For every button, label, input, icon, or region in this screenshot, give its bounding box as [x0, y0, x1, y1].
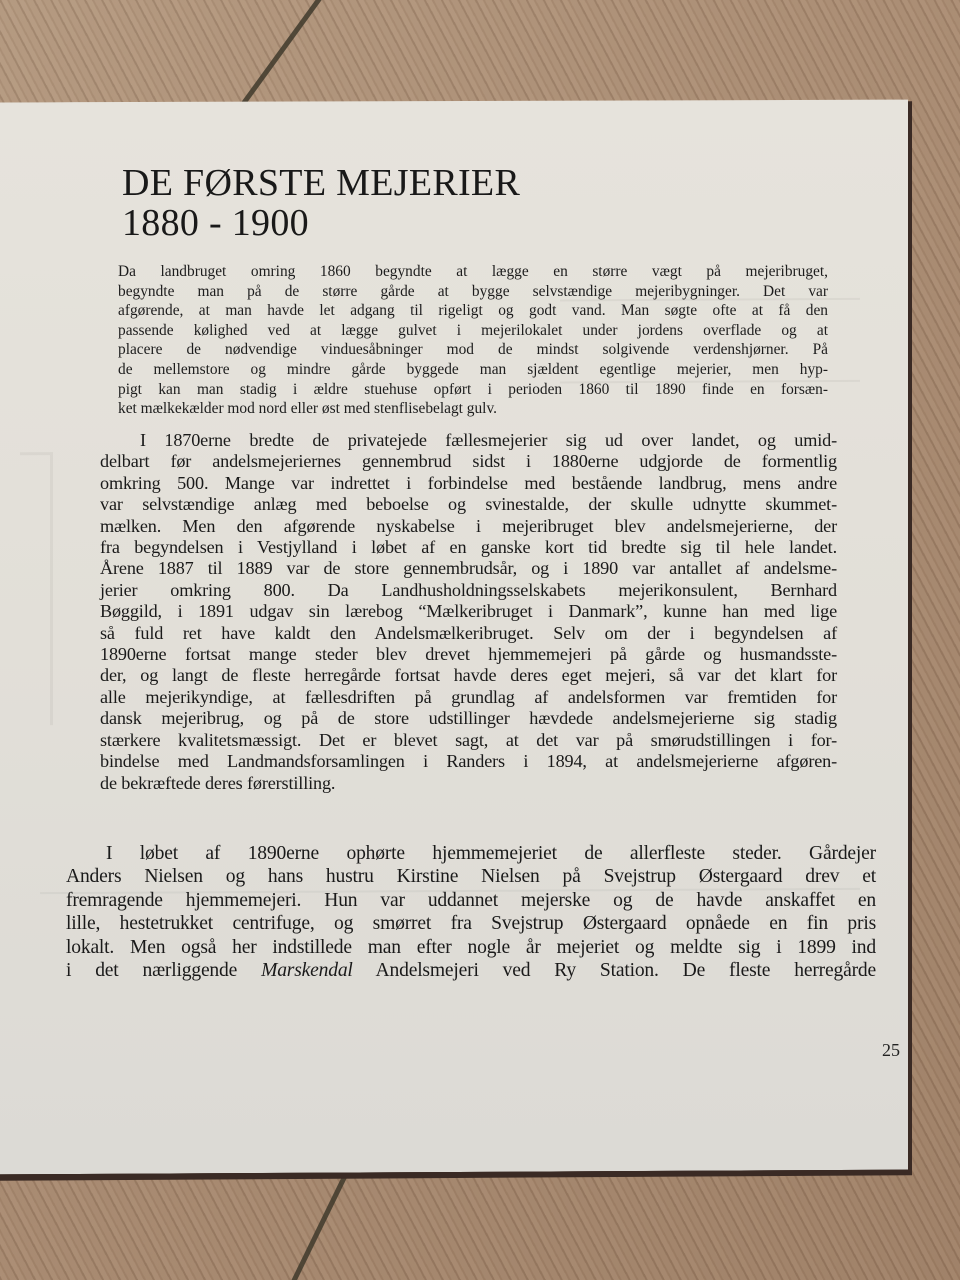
text-line: pigt kan man stadig i ældre stuehuse opført i perioden 1860 til 1890 finde en forsæn-	[118, 380, 828, 398]
text-line: fremragende hjemmemejeri. Hun var uddannet mejerske og de havde anskaffet en	[66, 889, 876, 911]
text-line: alle mejerikyndige, at fællesdriften på grundlag af andelsformen var fremtiden for	[100, 686, 837, 707]
chapter-title-years: 1880 - 1900	[122, 202, 309, 244]
chapter-title-main: DE FØRSTE MEJERIER	[122, 162, 521, 204]
text-line: 1890erne fortsat mange steder blev drevet hjemmemejeri på gårde og husmandsste-	[100, 644, 837, 665]
body-paragraph-1870s	[100, 430, 837, 794]
text-fragment: Andelsmejeri ved Ry Station. De fleste herregårde	[352, 960, 876, 982]
text-line: passende kølighed ved at lægge gulvet i mejerilokalet under jordens overflade og at	[118, 321, 828, 339]
text-line: bindelse med Landmandsforsamlingen i Randers i 1894, at andelsmejerierne afgøren-	[100, 751, 837, 772]
text-line: delbart før andelsmejeriernes gennembrud sidst i 1880erne udgjorde de formentlig	[100, 451, 837, 472]
text-line: I løbet af 1890erne ophørte hjemmemejeriet de allerfleste steder. Gårdejer	[106, 843, 876, 864]
text-line: omkring 500. Mange var indrettet i forbindelse med bestående landbrug, mens andre	[100, 472, 837, 493]
chapter-title	[122, 163, 520, 243]
text-line: der, og langt de fleste herregårde fortsat havde deres eget mejeri, så var det klart for	[100, 665, 837, 686]
text-line: Anders Nielsen og hans hustru Kirstine Nielsen på Svejstrup Østergaard drev et	[66, 866, 876, 888]
text-fragment: i det nærliggende	[66, 960, 262, 982]
body-paragraph-1890s	[66, 842, 876, 982]
text-line: ket mælkekælder mod nord eller øst med stenflisebelagt gulv.	[118, 400, 497, 418]
text-line: stærkere kvalitetsmæssigt. Det er blevet sagt, at det var på smørudstillingen i for-	[100, 729, 837, 750]
place-name-italic: Marskendal	[261, 960, 353, 982]
text-line: Bøggild, i 1891 udgav sin lærebog “Mælkeribruget i Danmark”, kunne han med lige	[100, 601, 837, 622]
text-line: Da landbruget omring 1860 begyndte at lægge en større vægt på mejeribruget,	[118, 263, 828, 280]
text-line: begyndte man på de større gårde at bygge selvstændige mejeribygninger. Det var	[118, 282, 828, 300]
text-line: dansk mejeribrug, og på de store udstillinger hævdede andelsmejerierne sig stadig	[100, 708, 837, 729]
text-line: I 1870erne bredte de privatejede fællesmejerier sig ud over landet, og umid-	[140, 430, 837, 450]
text-line: jerier omkring 800. Da Landhusholdningsselskabets mejerikonsulent, Bernhard	[100, 579, 837, 600]
text-line: mælken. Men den afgørende nyskabelse i mejeribruget blev andelsmejerierne, der	[100, 515, 837, 536]
text-line: de mellemstore og mindre gårde byggede man sjældent egentlige mejerier, men hyp-	[118, 360, 828, 378]
text-line: så fuld ret have kaldt den Andelsmælkeribruget. Selv om der i begyndelsen af	[100, 622, 837, 643]
intro-paragraph	[118, 262, 828, 419]
text-line: fra begyndelsen i Vestjylland i løbet af en ganske kort tid bredte sig til hele landet.	[100, 537, 837, 558]
text-line: afgørende, at man havde let adgang til rigeligt og godt vand. Man søgte ofte at få den	[118, 302, 828, 320]
text-line	[66, 959, 876, 982]
text-line: placere de nødvendige vinduesåbninger mod de mindst solgivende verdenshjørner. På	[118, 341, 828, 359]
text-line: Årene 1887 til 1889 var de store gennembrudsår, og i 1890 var antallet af andelsme-	[100, 558, 837, 579]
page-number: 25	[882, 1040, 900, 1060]
text-line: lokalt. Men også her indstillede man efter nogle år mejeriet og meldte sig i 1899 ind	[66, 936, 876, 958]
text-line: var selvstændige anlæg med beboelse og svinestalde, der skulle udnytte skummet-	[100, 494, 837, 515]
text-line: lille, hestetrukket centrifuge, og smørret fra Svejstrup Østergaard opnåede en fin pris	[66, 913, 876, 935]
text-line: de bekræftede deres førerstilling.	[100, 772, 336, 793]
